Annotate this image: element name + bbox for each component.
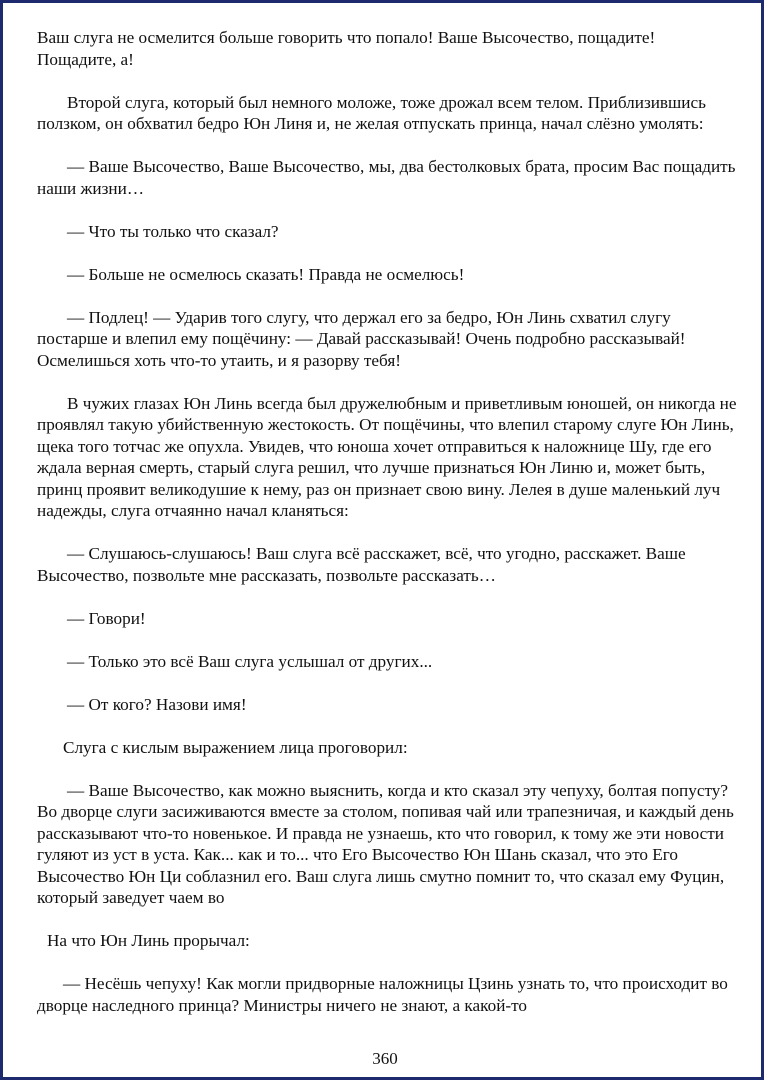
paragraph-6: — Подлец! — Ударив того слугу, что держал его за бедро, Юн Линь схватил слугу постарше и влепил ему пощёчину: — Давай рассказывай! Очень подробно рассказывай! Осмелишься хоть что-то утаить, и я разорву тебя! bbox=[37, 307, 686, 370]
paragraph-7: В чужих глазах Юн Линь всегда был дружелюбным и приветливым юношей, он никогда не проявлял такую убийственную жестокость. От пощёчины, что влепил старому слуге Юн Линь, щека того тотчас же опухла. Увидев, что юноша хочет отправиться к наложнице Шу, где его ждала верная смерть, старый слуга решил, что лучше признаться Юн Линю и, может быть, принц проявит великодушие к нему, раз он признает свою вину. Лелея в душе маленький луч надежды, слуга отчаянно начал кланяться: bbox=[37, 393, 737, 520]
paragraph-13: — Ваше Высочество, как можно выяснить, когда и кто сказал эту чепуху, болтая попусту? Во дворце слуги засиживаются вместе за столом, попивая чай или трапезничая, и каждый день рассказывают что-то новенькое. И правда не узнаешь, кто что говорил, к тому же эти новости гуляют из уст в уста. Как... как и то... что Его Высочество Юн Шань сказал, что это Его Высочество Юн Ци соблазнил его. Ваш слуга лишь смутно помнит то, что сказал ему Фуцин, который заведует чаем во bbox=[37, 780, 734, 907]
paragraph-2: Второй слуга, который был немного моложе, тоже дрожал всем телом. Приблизившись ползком, он обхватил бедро Юн Линя и, не желая отпускать принца, начал слёзно умолять: bbox=[37, 92, 706, 133]
paragraph-8: — Слушаюсь-слушаюсь! Ваш слуга всё расскажет, всё, что угодно, расскажет. Ваше Высочество, позвольте мне рассказать, позвольте рассказать… bbox=[37, 544, 686, 585]
document-body bbox=[37, 27, 737, 1038]
page-number: 360 bbox=[372, 1049, 398, 1068]
paragraph-9: — Говори! bbox=[67, 608, 146, 628]
paragraph-15: — Несёшь чепуху! Как могли придворные наложницы Цзинь узнать то, что происходит во дворце наследного принца? Министры ничего не знают, а какой-то bbox=[37, 974, 728, 1015]
paragraph-3: — Ваше Высочество, Ваше Высочество, мы, два бестолковых брата, просим Вас пощадить наши жизни… bbox=[37, 157, 736, 198]
paragraph-14: На что Юн Линь прорычал: bbox=[47, 931, 250, 950]
paragraph-4: — Что ты только что сказал? bbox=[67, 221, 279, 241]
paragraph-11: — От кого? Назови имя! bbox=[67, 694, 247, 714]
paragraph-1: Ваш слуга не осмелится больше говорить что попало! Ваше Высочество, пощадите! Пощадите, а! bbox=[37, 28, 656, 69]
paragraph-5: — Больше не осмелюсь сказать! Правда не осмелюсь! bbox=[67, 264, 465, 284]
paragraph-12: Слуга с кислым выражением лица проговорил: bbox=[63, 737, 408, 757]
paragraph-10: — Только это всё Ваш слуга услышал от других... bbox=[67, 651, 433, 671]
